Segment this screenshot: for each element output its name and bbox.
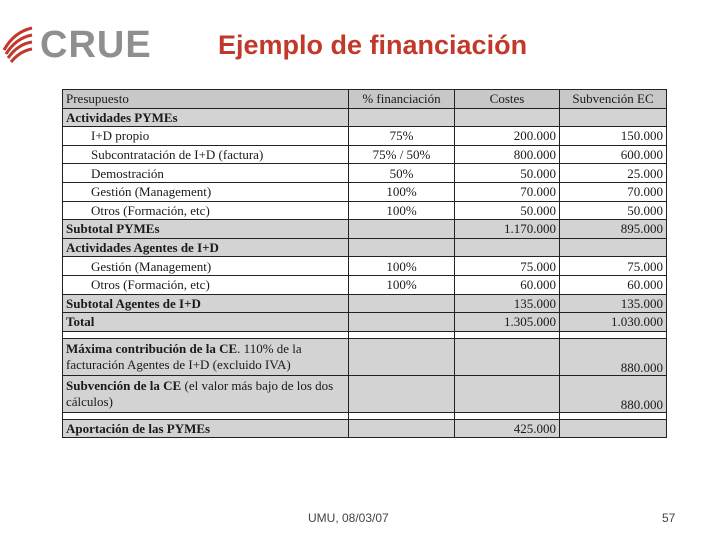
separator-cell [560, 331, 667, 338]
header-subsidy: Subvención EC [560, 90, 667, 109]
row-subsidy: 880.000 [560, 375, 667, 412]
logo-text: CRUE [40, 24, 152, 66]
row-funding [349, 238, 455, 257]
row-costs [455, 338, 560, 375]
row-costs: 800.000 [455, 145, 560, 164]
row-costs: 1.305.000 [455, 313, 560, 332]
separator-cell [349, 412, 455, 419]
row-label-rest: . 110% de la facturación Agentes de I+D (excluido IVA) [66, 340, 302, 372]
row-subsidy: 135.000 [560, 294, 667, 313]
row-subsidy: 75.000 [560, 257, 667, 276]
row-costs: 70.000 [455, 182, 560, 201]
row-funding: 100% [349, 275, 455, 294]
row-label: Aportación de las PYMEs [63, 419, 349, 438]
row-funding: 100% [349, 201, 455, 220]
row-funding: 75% [349, 127, 455, 146]
row-costs [455, 108, 560, 127]
row-label-bold: Subvención de la CE [66, 377, 182, 393]
table-header-row [63, 90, 667, 109]
row-subsidy [560, 419, 667, 438]
row-subsidy: 25.000 [560, 164, 667, 183]
separator-cell [455, 412, 560, 419]
table-row [63, 145, 667, 164]
row-label [63, 375, 349, 412]
separator-cell [63, 331, 349, 338]
table-row [63, 419, 667, 438]
row-costs [455, 375, 560, 412]
row-label [63, 338, 349, 375]
slide-title: Ejemplo de financiación [218, 30, 528, 60]
row-label: Gestión (Management) [63, 182, 349, 201]
row-label: Subtotal Agentes de I+D [63, 294, 349, 313]
budget-table [62, 89, 667, 438]
row-label-bold: Máxima contribución de la CE [66, 340, 238, 356]
row-subsidy: 880.000 [560, 338, 667, 375]
row-subsidy: 150.000 [560, 127, 667, 146]
header-budget: Presupuesto [63, 90, 349, 109]
row-funding: 75% / 50% [349, 145, 455, 164]
row-subsidy: 50.000 [560, 201, 667, 220]
row-subsidy: 895.000 [560, 220, 667, 239]
row-costs: 75.000 [455, 257, 560, 276]
row-label: Actividades Agentes de I+D [63, 238, 349, 257]
separator-cell [455, 331, 560, 338]
crue-logo-mark-icon [0, 22, 36, 68]
table-row [63, 275, 667, 294]
table-row [63, 375, 667, 412]
row-funding: 50% [349, 164, 455, 183]
row-subsidy: 70.000 [560, 182, 667, 201]
row-subsidy: 1.030.000 [560, 313, 667, 332]
table-row [63, 313, 667, 332]
row-costs: 425.000 [455, 419, 560, 438]
row-subsidy: 600.000 [560, 145, 667, 164]
budget-table-container [62, 89, 667, 438]
row-label: Subtotal PYMEs [63, 220, 349, 239]
row-label: Subcontratación de I+D (factura) [63, 145, 349, 164]
table-row [63, 108, 667, 127]
row-funding [349, 313, 455, 332]
table-row [63, 164, 667, 183]
page-number: 57 [662, 511, 676, 525]
row-label: Demostración [63, 164, 349, 183]
row-subsidy [560, 238, 667, 257]
row-subsidy: 60.000 [560, 275, 667, 294]
row-label: Gestión (Management) [63, 257, 349, 276]
header-funding: % financiación [349, 90, 455, 109]
footer-date: UMU, 08/03/07 [308, 511, 389, 525]
row-label: Otros (Formación, etc) [63, 275, 349, 294]
row-funding [349, 294, 455, 313]
row-costs: 135.000 [455, 294, 560, 313]
table-row [63, 127, 667, 146]
header-costs: Costes [455, 90, 560, 109]
table-row [63, 338, 667, 375]
row-label: Actividades PYMEs [63, 108, 349, 127]
row-costs: 50.000 [455, 164, 560, 183]
table-row [63, 220, 667, 239]
table-row [63, 294, 667, 313]
row-costs: 200.000 [455, 127, 560, 146]
separator-row [63, 331, 667, 338]
table-row [63, 182, 667, 201]
row-label-rest: (el valor más bajo de los dos cálculos) [66, 377, 334, 409]
row-funding [349, 375, 455, 412]
table-row [63, 201, 667, 220]
row-funding: 100% [349, 182, 455, 201]
crue-logo [0, 20, 150, 72]
table-row [63, 238, 667, 257]
separator-cell [560, 412, 667, 419]
row-label: I+D propio [63, 127, 349, 146]
row-costs [455, 238, 560, 257]
row-funding [349, 338, 455, 375]
row-label: Otros (Formación, etc) [63, 201, 349, 220]
row-subsidy [560, 108, 667, 127]
table-row [63, 257, 667, 276]
separator-cell [63, 412, 349, 419]
row-costs: 60.000 [455, 275, 560, 294]
row-funding [349, 419, 455, 438]
row-funding: 100% [349, 257, 455, 276]
row-funding [349, 220, 455, 239]
separator-cell [349, 331, 455, 338]
row-costs: 50.000 [455, 201, 560, 220]
row-funding [349, 108, 455, 127]
separator-row [63, 412, 667, 419]
row-label: Total [63, 313, 349, 332]
row-costs: 1.170.000 [455, 220, 560, 239]
